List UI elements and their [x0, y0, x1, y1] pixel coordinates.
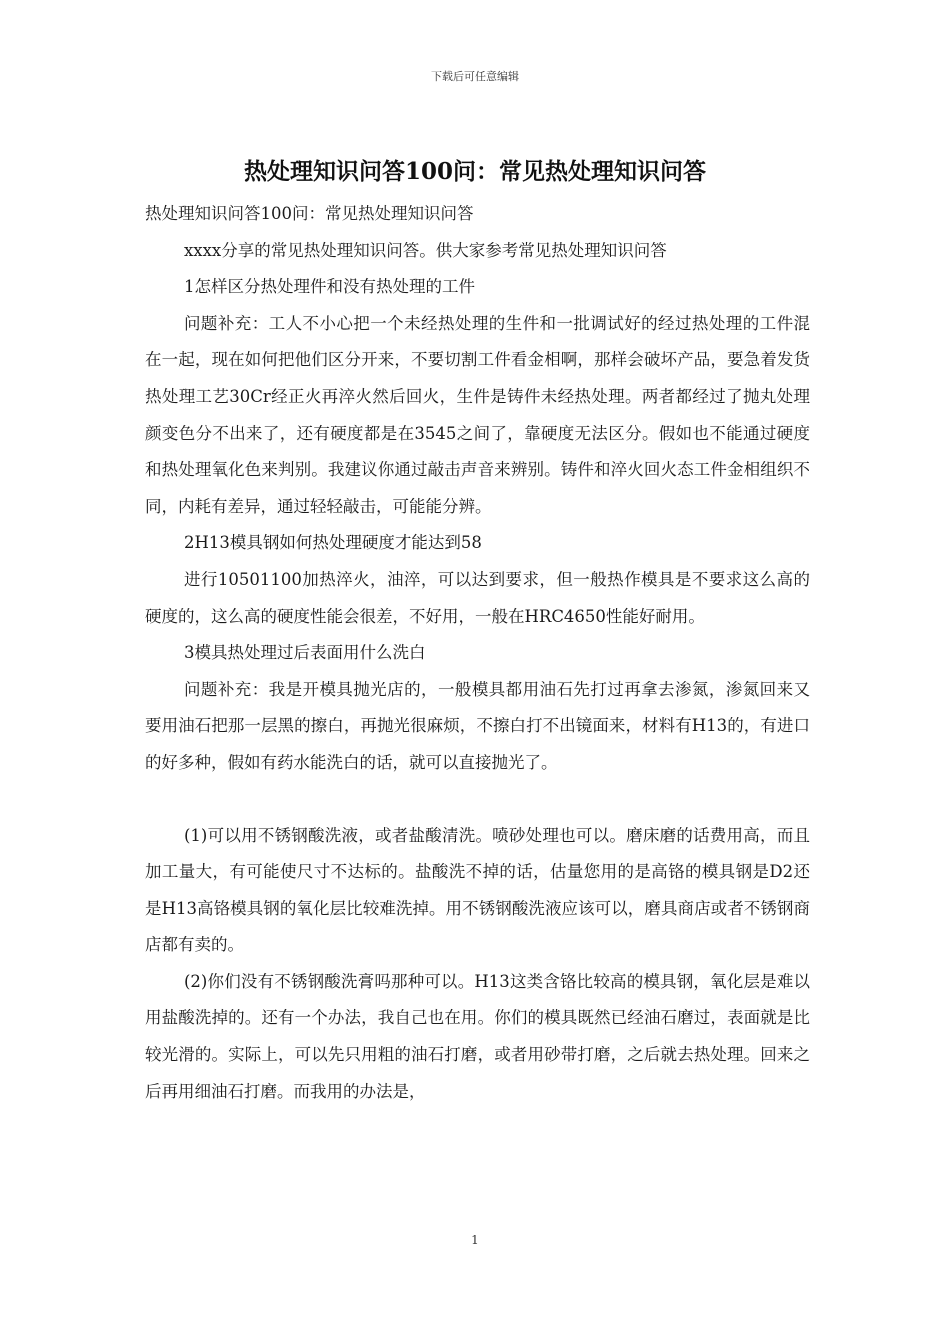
page-number: 1 [471, 1233, 479, 1247]
question-1-heading: 1怎样区分热处理件和没有热处理的工件 [184, 277, 475, 297]
paragraph-subtitle: 热处理知识问答100问：常见热处理知识问答 [145, 204, 474, 223]
question-3-supplement: 问题补充：我是开模具抛光店的，一般模具都用油石先打过再拿去渗氮，渗氮回来又要用油石把那一层黑的擦白，再抛光很麻烦，不擦白打不出镜面来，材料有H13的，有进口的好多种，假如有药水能洗白的话，就可以直接抛光了。 [145, 679, 810, 772]
answer-1-paragraph: (1)可以用不锈钢酸洗液，或者盐酸清洗。喷砂处理也可以。磨床磨的话费用高，而且加工量大，有可能使尺寸不达标的。盐酸洗不掉的话，估量您用的是高铬的模具钢是D2还是H13高铬模具钢的氧化层比较难洗掉。用不锈钢酸洗液应该可以，磨具商店或者不锈钢商店都有卖的。 [145, 825, 810, 955]
question-2-body: 进行10501100加热淬火，油淬，可以达到要求，但一般热作模具是不要求这么高的硬度的，这么高的硬度性能会很差，不好用，一般在HRC4650性能好耐用。 [145, 569, 810, 626]
header-note: 下载后可任意编辑 [431, 70, 519, 83]
paragraph-gap [145, 782, 810, 818]
question-3-heading: 3模具热处理过后表面用什么洗白 [184, 643, 426, 663]
answer-2-paragraph: (2)你们没有不锈钢酸洗膏吗那种可以。H13这类含铬比较高的模具钢，氧化层是难以用盐酸洗掉的。还有一个办法，我自己也在用。你们的模具既然已经油石磨过，表面就是比较光滑的。实际上，可以先只用粗的油石打磨，或者用砂带打磨，之后就去热处理。回来之后再用细油石打磨。而我用的办法是， [145, 971, 810, 1101]
document-title: 热处理知识问答100问：常见热处理知识问答 [243, 158, 706, 185]
question-1-body: 问题补充：工人不小心把一个未经热处理的生件和一批调试好的经过热处理的工件混在一起，现在如何把他们区分开来，不要切割工件看金相啊，那样会破坏产品，要急着发货热处理工艺30Cr经正火再淬火然后回火，生件是铸件未经热处理。两者都经过了抛丸处理颜变色分不出来了，还有硬度都是在3545之间了，靠硬度无法区分。假如也不能通过硬度和热处理氧化色来判别。我建议你通过敲击声音来辨别。铸件和淬火回火态工件金相组织不同，内耗有差异，通过轻轻敲击，可能能分辨。 [145, 313, 810, 516]
question-2-heading: 2H13模具钢如何热处理硬度才能达到58 [184, 533, 482, 553]
document-body [145, 196, 810, 1110]
paragraph-intro: xxxx分享的常见热处理知识问答。供大家参考常见热处理知识问答 [184, 240, 667, 260]
